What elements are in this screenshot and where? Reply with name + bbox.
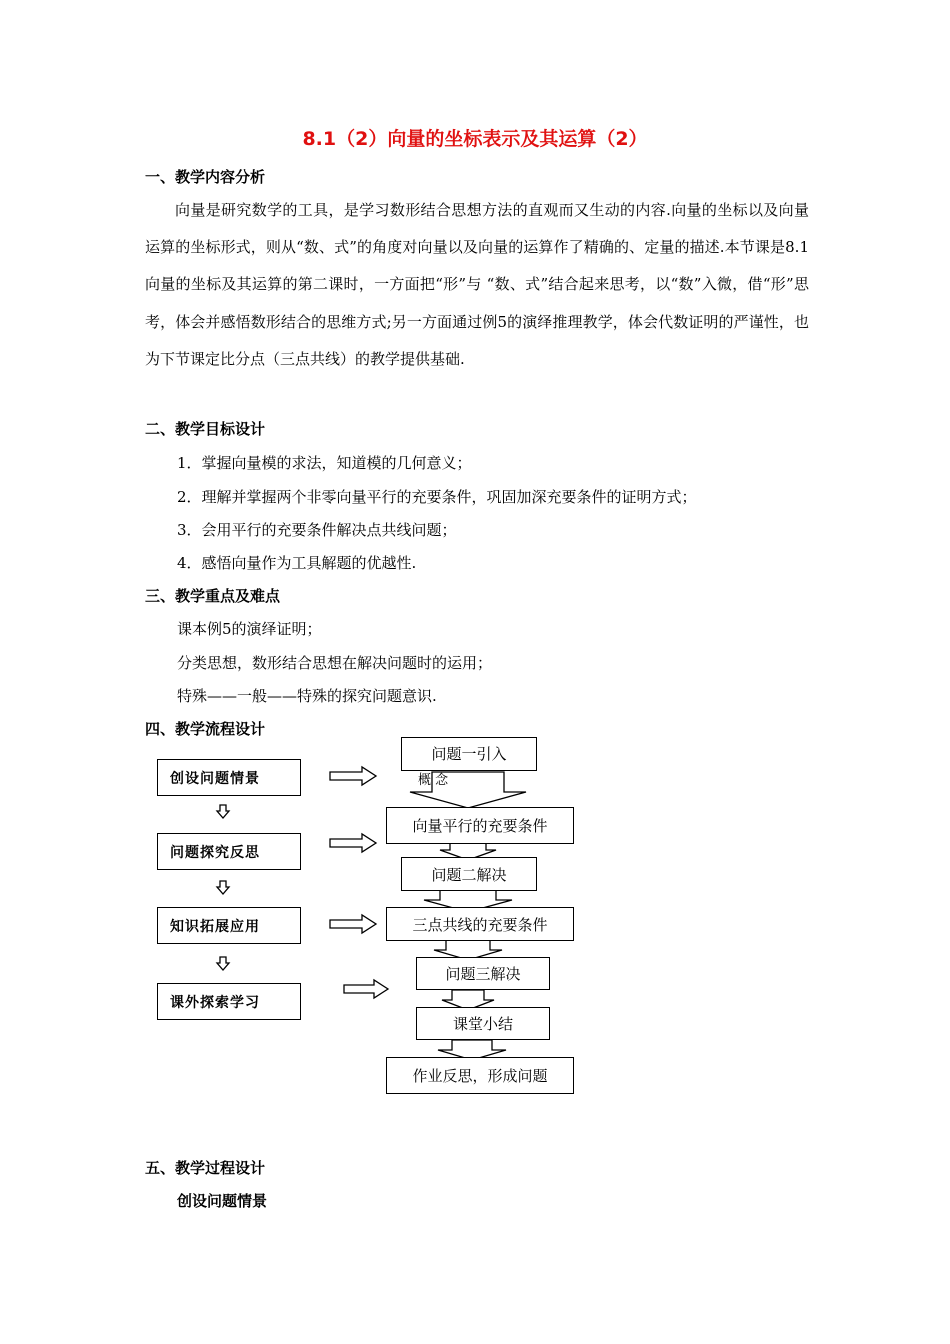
down-arrow-icon	[217, 957, 229, 970]
flow-right-box-4: 三点共线的充要条件	[386, 907, 574, 941]
flow-right-box-5: 问题三解决	[416, 957, 550, 990]
key-point-3: 特殊——一般——特殊的探究问题意识.	[177, 687, 437, 705]
section-heading-content-analysis: 一、教学内容分析	[145, 168, 266, 186]
right-arrow-icon	[344, 980, 388, 998]
goal-item-4: 4．感悟向量作为工具解题的优越性.	[177, 554, 417, 572]
flow-left-box-3: 知识拓展应用	[157, 907, 301, 944]
flow-left-box-1: 创设问题情景	[157, 759, 301, 796]
goal-item-1: 1．掌握向量模的求法，知道模的几何意义；	[177, 454, 472, 472]
flow-right-box-7: 作业反思，形成问题	[386, 1057, 574, 1094]
flow-left-box-4: 课外探索学习	[157, 983, 301, 1020]
right-arrow-icon	[330, 915, 376, 933]
key-point-1: 课本例5的演绎证明；	[177, 620, 322, 638]
process-subheading: 创设问题情景	[177, 1192, 268, 1210]
goal-item-2: 2．理解并掌握两个非零向量平行的充要条件，巩固加深充要条件的证明方式；	[177, 488, 697, 506]
section-heading-goals: 二、教学目标设计	[145, 420, 266, 438]
down-arrow-icon	[217, 805, 229, 818]
right-arrow-icon	[330, 834, 376, 852]
page-title: 8.1（2）向量的坐标表示及其运算（2）	[302, 128, 648, 150]
down-arrow-icon	[217, 881, 229, 894]
goal-item-3: 3．会用平行的充要条件解决点共线问题；	[177, 521, 457, 539]
key-point-2: 分类思想，数形结合思想在解决问题时的运用；	[177, 654, 493, 672]
section-heading-flow: 四、教学流程设计	[145, 720, 266, 738]
content-analysis-paragraph: 向量是研究数学的工具，是学习数形结合思想方法的直观而又生动的内容.向量的坐标以及向量运算的坐标形式，则从“数、式”的角度对向量以及向量的运算作了精确的、定量的描述.本节课是8.1向量的坐标及其运算的第二课时，一方面把“形”与 “数、式”结合起来思考，以“数”入微，借“形”思考，体会并感悟数形结合的思维方式;另一方面通过例5的演绎推理教学，体会代数证明的严谨性，也为下节课定比分点（三点共线）的教学提供基础.	[145, 201, 809, 368]
section-heading-key-points: 三、教学重点及难点	[145, 587, 281, 605]
flow-left-box-2: 问题探究反思	[157, 833, 301, 870]
right-arrow-icon	[330, 767, 376, 785]
obscured-text-fragment: 概 念	[418, 773, 449, 788]
section-heading-process: 五、教学过程设计	[145, 1159, 266, 1177]
flow-right-box-6: 课堂小结	[416, 1007, 550, 1040]
flow-right-box-3: 问题二解决	[401, 857, 537, 891]
flow-right-box-1: 问题一引入	[401, 737, 537, 771]
flow-right-box-2: 向量平行的充要条件	[386, 807, 574, 844]
